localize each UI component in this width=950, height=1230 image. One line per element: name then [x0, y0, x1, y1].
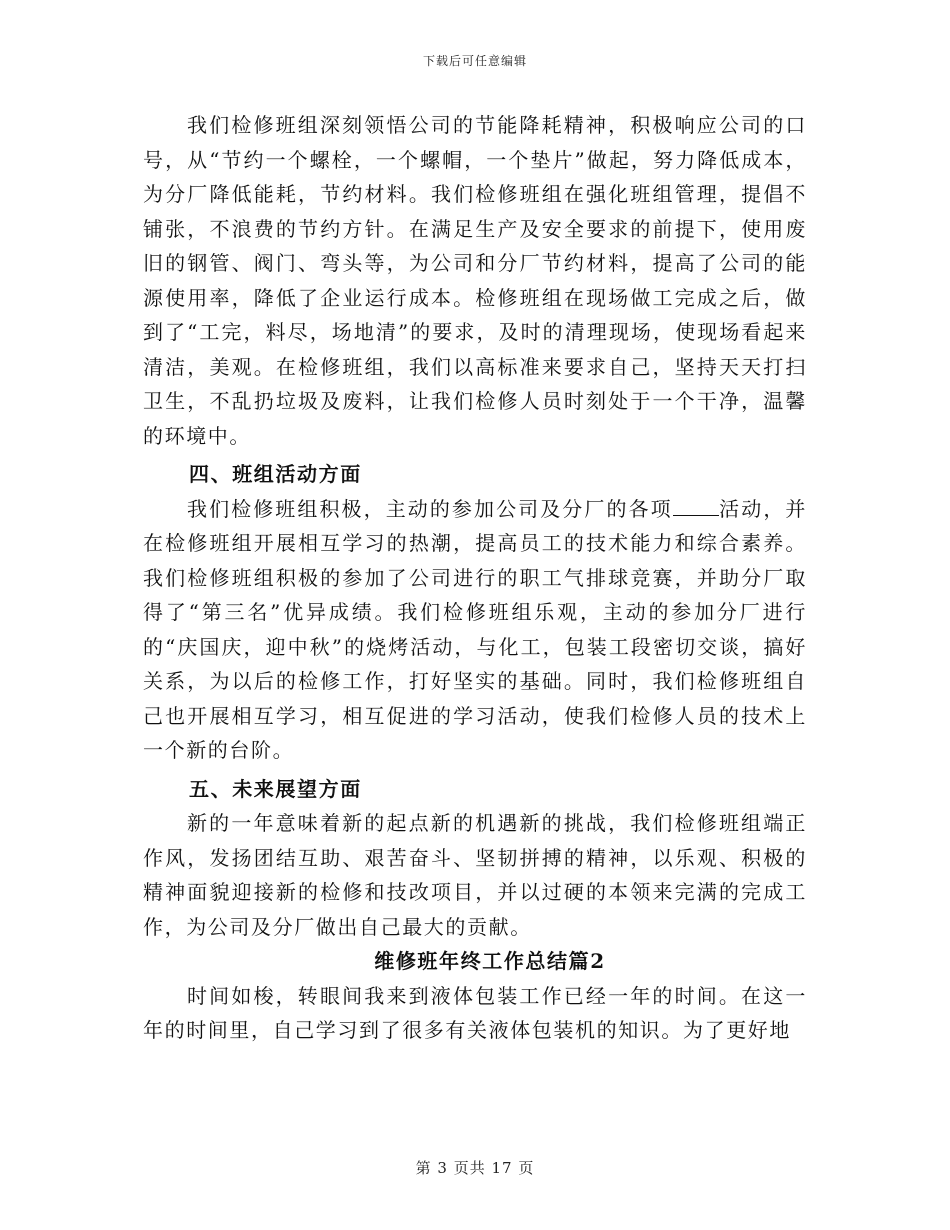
section-heading-future-outlook: 五、未来展望方面 — [189, 776, 362, 801]
article-title: 维修班年终工作总结篇2 — [374, 949, 606, 973]
page-header: 下载后可任意编辑 — [422, 54, 527, 68]
paragraph-team-activities — [143, 492, 807, 768]
paragraph-team-activities-part1: 我们检修班组积极，主动的参加公司及分厂的各项 — [187, 496, 673, 521]
document-body — [143, 108, 807, 1048]
paragraph-energy-saving: 我们检修班组深刻领悟公司的节能降耗精神，积极响应公司的口号，从“节约一个螺栓，一个螺帽，一个垫片”做起，努力降低成本，为分厂降低能耗，节约材料。我们检修班组在强化班组管理，提倡不铺张，不浪费的节约方针。在满足生产及安全要求的前提下，使用废旧的钢管、阀门、弯头等，为公司和分厂节约材料，提高了公司的能源使用率，降低了企业运行成本。检修班组在现场做工完成之后，做到了“工完，料尽，场地清”的要求，及时的清理现场，使现场看起来清洁，美观。在检修班组，我们以高标准来要求自己，坚持天天打扫卫生，不乱扔垃圾及废料，让我们检修人员时刻处于一个干净，温馨的环境中。 — [143, 113, 807, 448]
paragraph-team-activities-part2: 活动，并在检修班组开展相互学习的热潮，提高员工的技术能力和综合素养。我们检修班组积极的参加了公司进行的职工气排球竞赛，并助分厂取得了“第三名”优异成绩。我们检修班组乐观，主动的参加分厂进行的“庆国庆，迎中秋”的烧烤活动，与化工，包装工段密切交谈，搞好关系，为以后的检修工作，打好坚实的基础。同时，我们检修班组自己也开展相互学习，相互促进的学习活动，使我们检修人员的技术上一个新的台阶。 — [143, 496, 807, 762]
fill-in-blank — [673, 497, 719, 516]
paragraph-article-intro: 时间如梭，转眼间我来到液体包装工作已经一年的时间。在这一年的时间里，自己学习到了很多有关液体包装机的知识。为了更好地 — [143, 983, 807, 1042]
paragraph-future-outlook: 新的一年意味着新的起点新的机遇新的挑战，我们检修班组端正作风，发扬团结互助、艰苦奋斗、坚韧拼搏的精神，以乐观、积极的精神面貌迎接新的检修和技改项目，并以过硬的本领来完满的完成工作，为公司及分厂做出自己最大的贡献。 — [143, 811, 807, 939]
section-heading-team-activities: 四、班组活动方面 — [189, 462, 362, 486]
page-footer-page-number: 第 3 页共 17 页 — [415, 1159, 535, 1177]
